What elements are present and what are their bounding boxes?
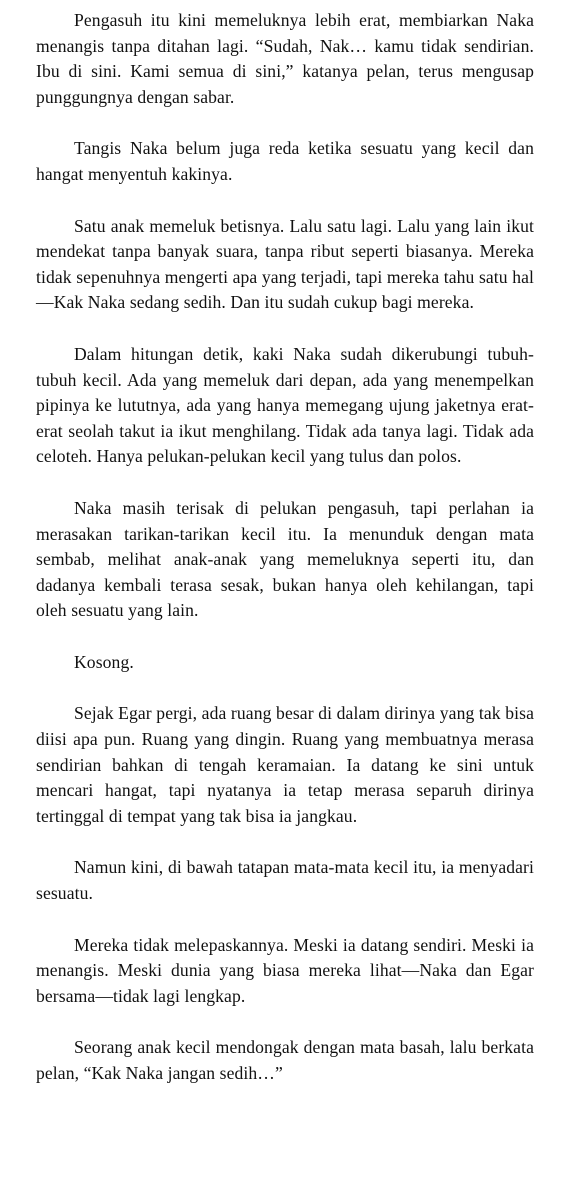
paragraph: Naka masih terisak di pelukan pengasuh, tapi perlahan ia merasakan tarikan-tarikan kecil itu. Ia menunduk dengan mata sembab, melihat anak-anak yang memeluknya seperti itu, dan dadanya kembali terasa sesak, bukan hanya oleh kehilangan, tapi oleh sesuatu yang lain. <box>36 497 534 621</box>
paragraph: Kosong. <box>74 651 134 672</box>
paragraph: Pengasuh itu kini memeluknya lebih erat, membiarkan Naka menangis tanpa ditahan lagi. “Sudah, Nak… kamu tidak sendirian. Ibu di sini. Kami semua di sini,” katanya pelan, terus mengusap punggungnya dengan sabar. <box>36 10 534 107</box>
paragraph: Seorang anak kecil mendongak dengan mata basah, lalu berkata pelan, “Kak Naka jangan sedih…” <box>36 1037 534 1083</box>
paragraph: Namun kini, di bawah tatapan mata-mata kecil itu, ia menyadari sesuatu. <box>36 857 534 904</box>
paragraph: Satu anak memeluk betisnya. Lalu satu lagi. Lalu yang lain ikut mendekat tanpa banyak suara, tanpa ribut seperti biasanya. Mereka tidak sepenuhnya mengerti apa yang terjadi, tapi mereka tahu satu hal—Kak Naka sedang sedih. Dan itu sudah cukup bagi mereka. <box>36 215 534 313</box>
paragraph: Sejak Egar pergi, ada ruang besar di dalam dirinya yang tak bisa diisi apa pun. Ruang yang dingin. Ruang yang membuatnya merasa sendirian bahkan di tengah keramaian. Ia datang ke sini untuk mencari hangat, tapi nyatanya ia tetap merasa separuh dirinya tertinggal di tempat yang tak bisa ia jangkau. <box>36 703 534 826</box>
paragraph: Dalam hitungan detik, kaki Naka sudah dikerubungi tubuh-tubuh kecil. Ada yang memeluk dari depan, ada yang menempelkan pipinya ke lututnya, ada yang hanya memegang ujung jaketnya erat-erat seolah takut ia ikut menghilang. Tidak ada tanya lagi. Tidak ada celoteh. Hanya pelukan-pelukan kecil yang tulus dan polos. <box>36 343 534 467</box>
paragraph: Mereka tidak melepaskannya. Meski ia datang sendiri. Meski ia menangis. Meski dunia yang biasa mereka lihat—Naka dan Egar bersama—tidak lagi lengkap. <box>36 934 534 1006</box>
paragraph: Tangis Naka belum juga reda ketika sesuatu yang kecil dan hangat menyentuh kakinya. <box>36 138 534 184</box>
